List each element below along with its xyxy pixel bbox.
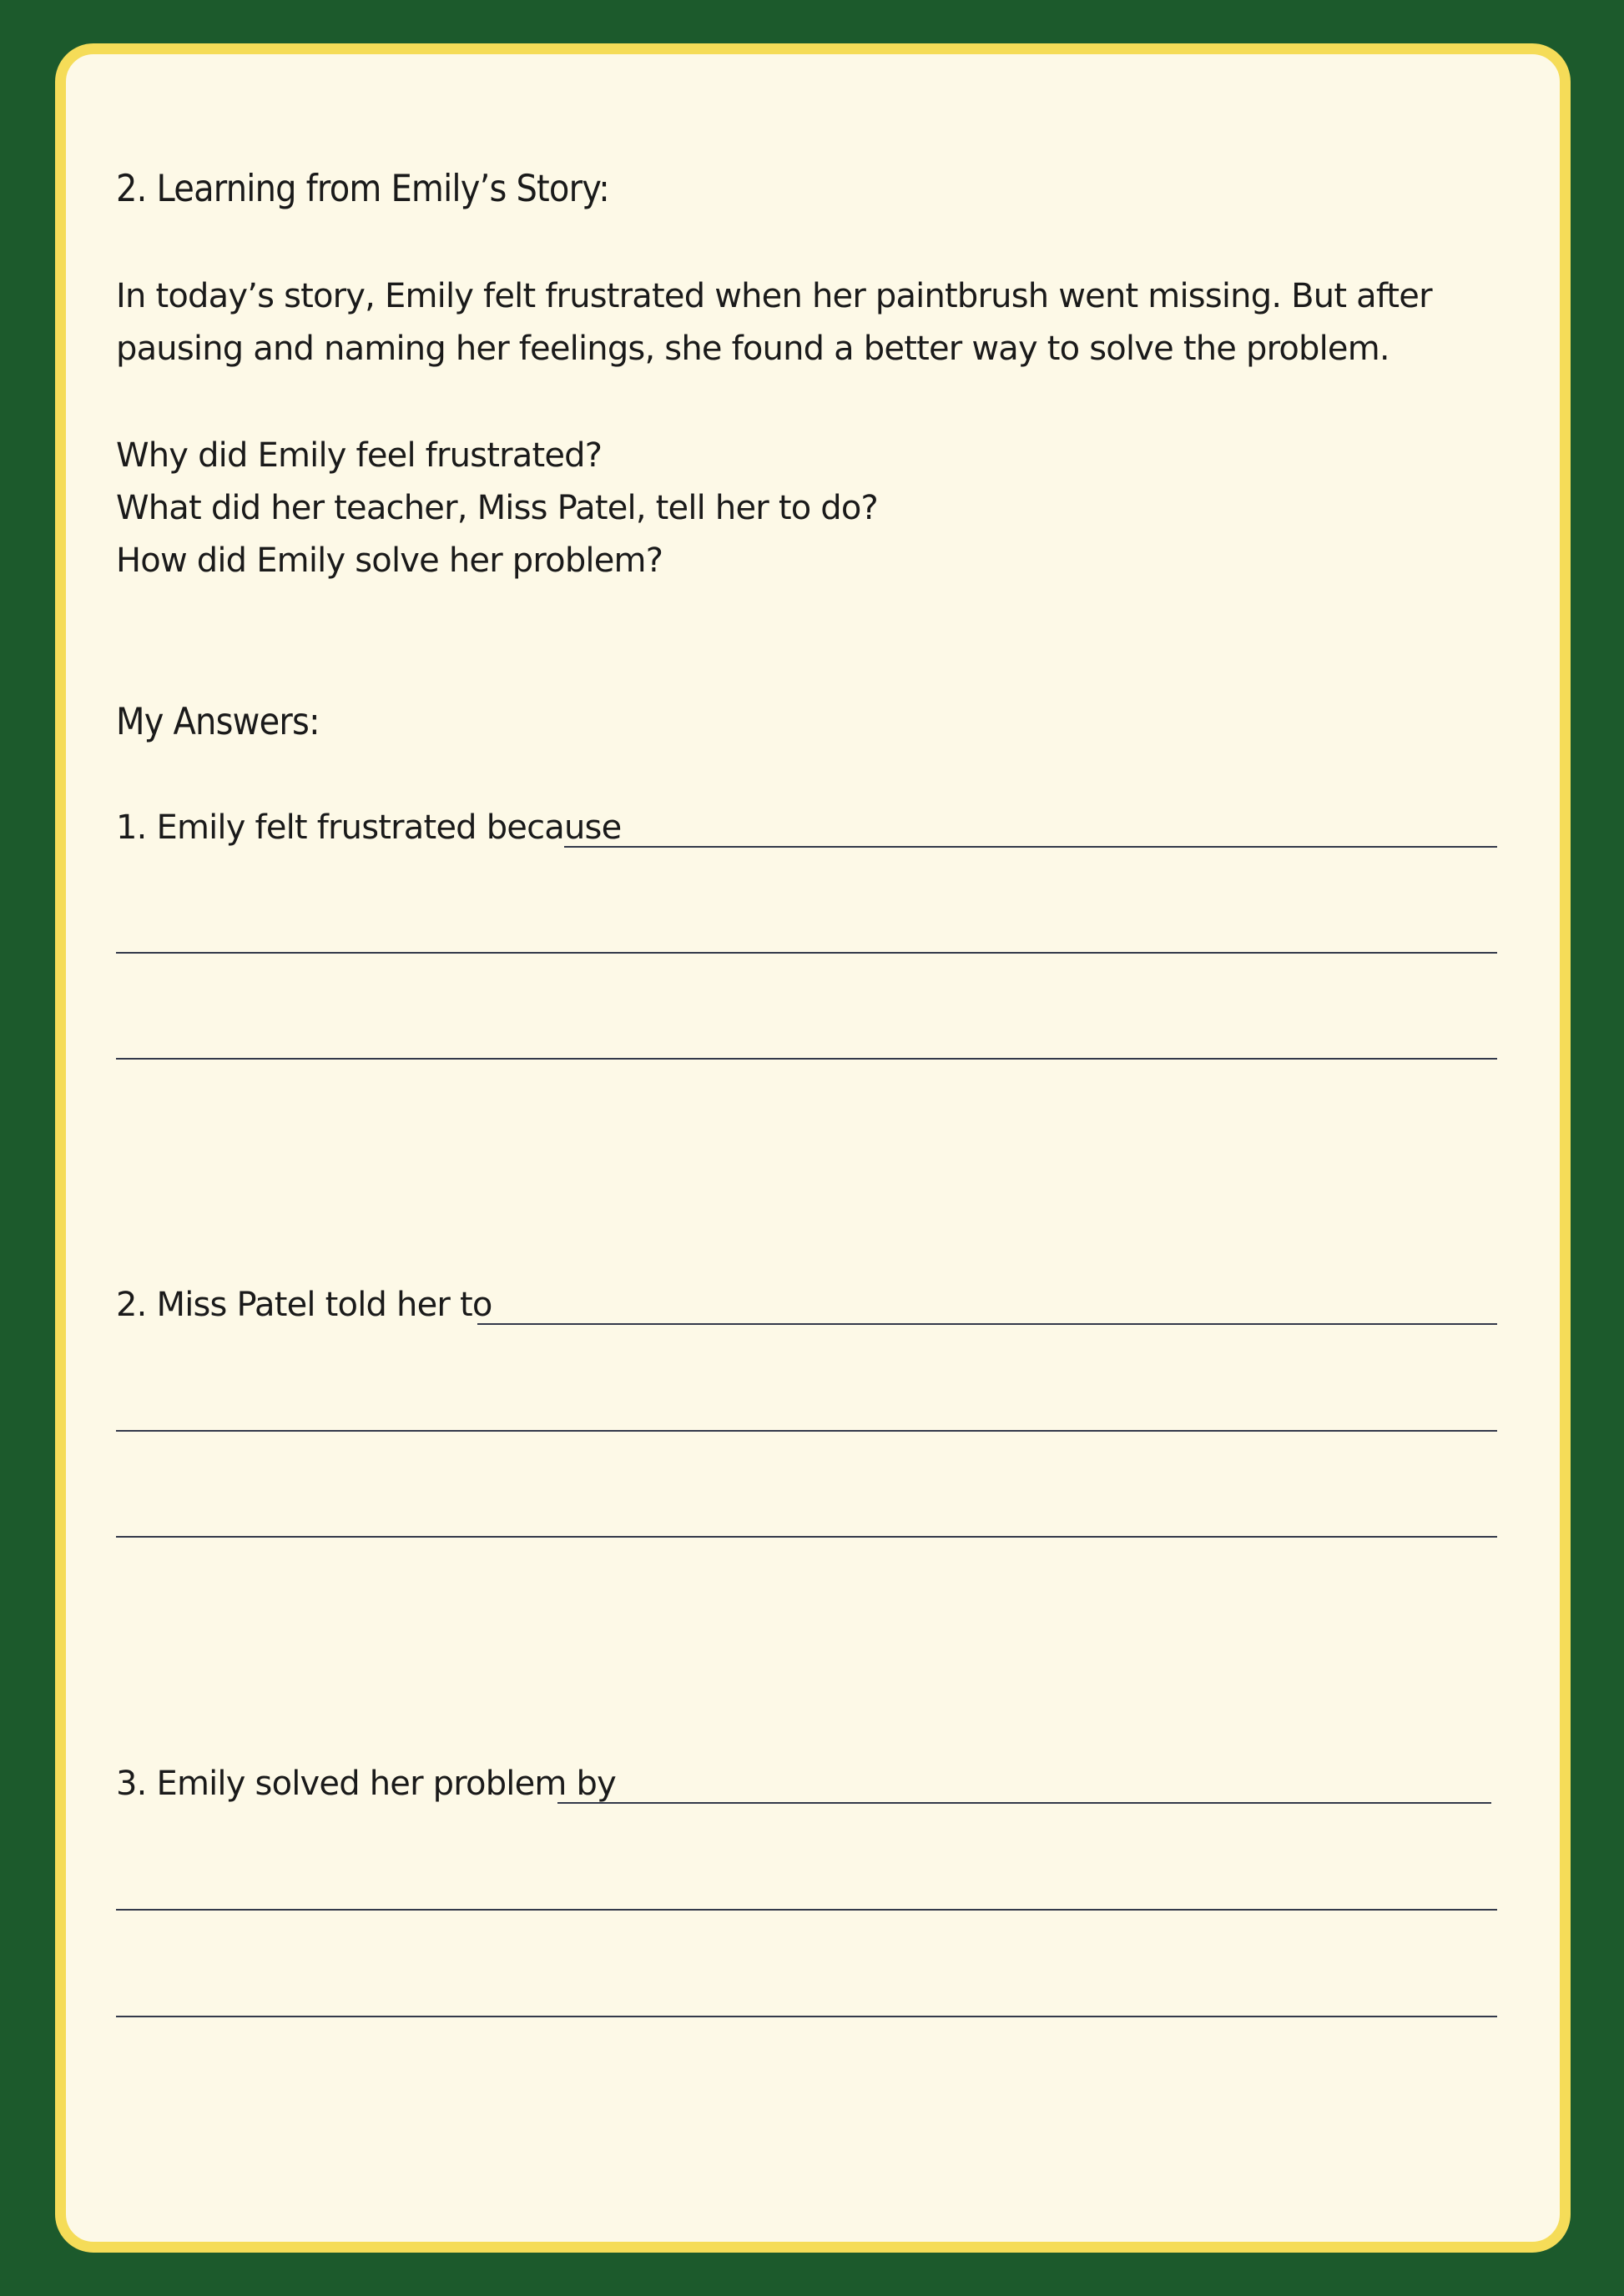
answer-1-line-1[interactable] <box>564 846 1497 848</box>
answer-3-line-1[interactable] <box>557 1802 1491 1804</box>
answer-2-line-3[interactable] <box>116 1536 1497 1538</box>
answer-2-line-1[interactable] <box>477 1323 1497 1325</box>
answers-heading: My Answers: <box>116 700 320 744</box>
question-1: Why did Emily feel frustrated? <box>116 436 603 475</box>
answer-3-prompt: 3. Emily solved her problem by <box>116 1765 616 1803</box>
section-heading: 2. Learning from Emily’s Story: <box>116 167 609 211</box>
answer-2-prompt: 2. Miss Patel told her to <box>116 1286 492 1324</box>
question-2: What did her teacher, Miss Patel, tell her to do? <box>116 489 878 527</box>
answer-3-line-2[interactable] <box>116 1909 1497 1911</box>
answer-1-line-3[interactable] <box>116 1058 1497 1060</box>
answer-1-prompt: 1. Emily felt frustrated because <box>116 808 622 847</box>
question-3: How did Emily solve her problem? <box>116 541 663 580</box>
answer-3-line-3[interactable] <box>116 2016 1497 2017</box>
story-intro: In today’s story, Emily felt frustrated when her paintbrush went missing. But after pausing and naming her feelings, she found a better way to solve the problem. <box>116 277 1432 368</box>
answer-2-line-2[interactable] <box>116 1430 1497 1432</box>
answer-1-line-2[interactable] <box>116 952 1497 954</box>
